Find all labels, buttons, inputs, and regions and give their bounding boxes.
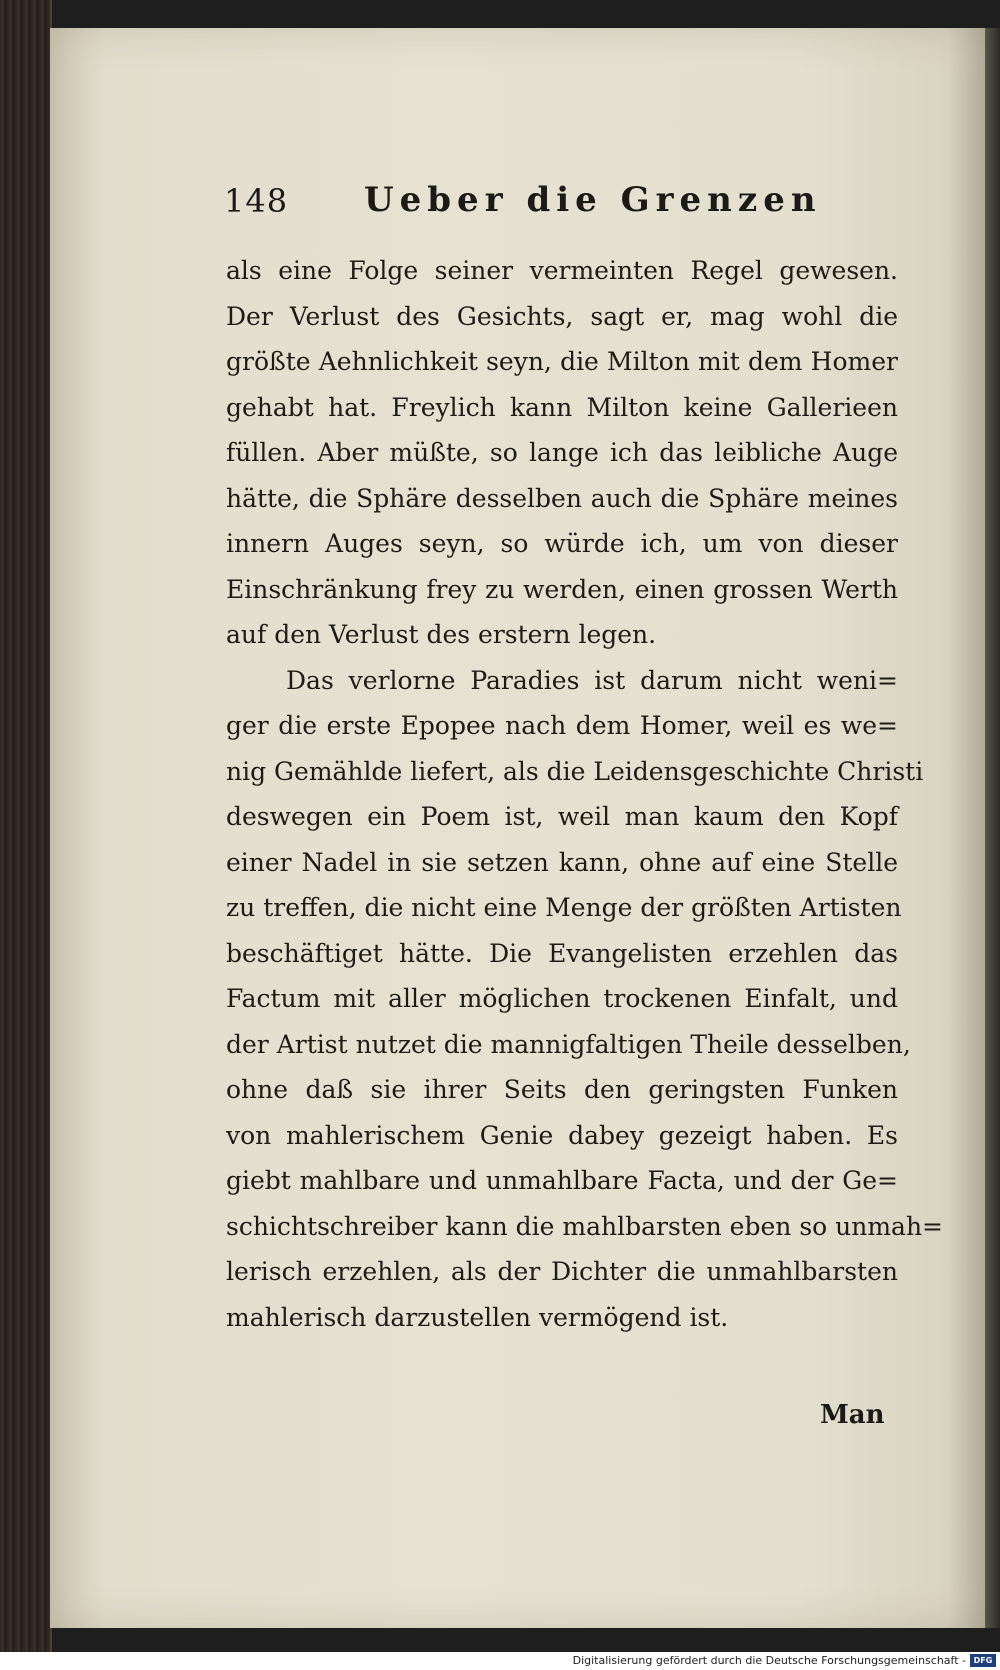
catchword: Man: [820, 1400, 885, 1430]
text-line: der Artist nutzet die mannigfaltigen Theile desselben,: [226, 1029, 911, 1059]
text-line: auf den Verlust des erstern legen.: [226, 620, 657, 649]
text-line: lerisch erzehlen, als der Dichter die unmahlbarsten: [226, 1257, 898, 1286]
text-line: beschäftiget hätte. Die Evangelisten erzehlen das: [226, 938, 898, 968]
text-line: ohne daß sie ihrer Seits den geringsten Funken: [226, 1075, 898, 1104]
text-line: größte Aehnlichkeit seyn, die Milton mit dem Homer: [226, 347, 898, 376]
page-edge-shadow: [985, 28, 1000, 1628]
text-line: Das verlorne Paradies ist darum nicht weni=: [286, 665, 898, 695]
text-line: hätte, die Sphäre desselben auch die Sphäre meines: [226, 483, 898, 513]
text-line: einer Nadel in sie setzen kann, ohne auf eine Stelle: [226, 847, 898, 877]
book-edge: [0, 0, 52, 1655]
text-line: Der Verlust des Gesichts, sagt er, mag wohl die: [226, 301, 898, 331]
text-line: als eine Folge seiner vermeinten Regel gewesen.: [226, 256, 898, 285]
text-line: deswegen ein Poem ist, weil man kaum den Kopf: [226, 802, 898, 831]
text-line: Einschränkung frey zu werden, einen grossen Werth: [226, 574, 898, 604]
text-line: von mahlerischem Genie dabey gezeigt haben. Es: [226, 1120, 898, 1150]
page-number: 148: [224, 182, 289, 220]
text-line: nig Gemählde liefert, als die Leidensgeschichte Christi: [226, 756, 924, 786]
dfg-logo: DFG: [970, 1654, 996, 1667]
text-line: füllen. Aber müßte, so lange ich das leibliche Auge: [226, 438, 898, 467]
page-header: [224, 182, 904, 232]
text-line: Factum mit aller möglichen trockenen Einfalt, und: [226, 984, 898, 1013]
text-line: giebt mahlbare und unmahlbare Facta, und der Ge=: [226, 1166, 898, 1195]
digitization-credit: Digitalisierung gefördert durch die Deutsche Forschungsgemeinschaft -: [572, 1654, 966, 1667]
text-line: ger die erste Epopee nach dem Homer, weil es we=: [226, 711, 898, 740]
text-line: zu treffen, die nicht eine Menge der größten Artisten: [226, 893, 902, 922]
text-line: innern Auges seyn, so würde ich, um von dieser: [226, 529, 898, 558]
body-text: [226, 248, 944, 1340]
text-line: mahlerisch darzustellen vermögend ist.: [226, 1302, 729, 1332]
text-line: schichtschreiber kann die mahlbarsten eben so unmah=: [226, 1211, 944, 1241]
running-head: Ueber die Grenzen: [364, 180, 822, 220]
text-line: gehabt hat. Freylich kann Milton keine Gallerieen: [226, 392, 898, 422]
